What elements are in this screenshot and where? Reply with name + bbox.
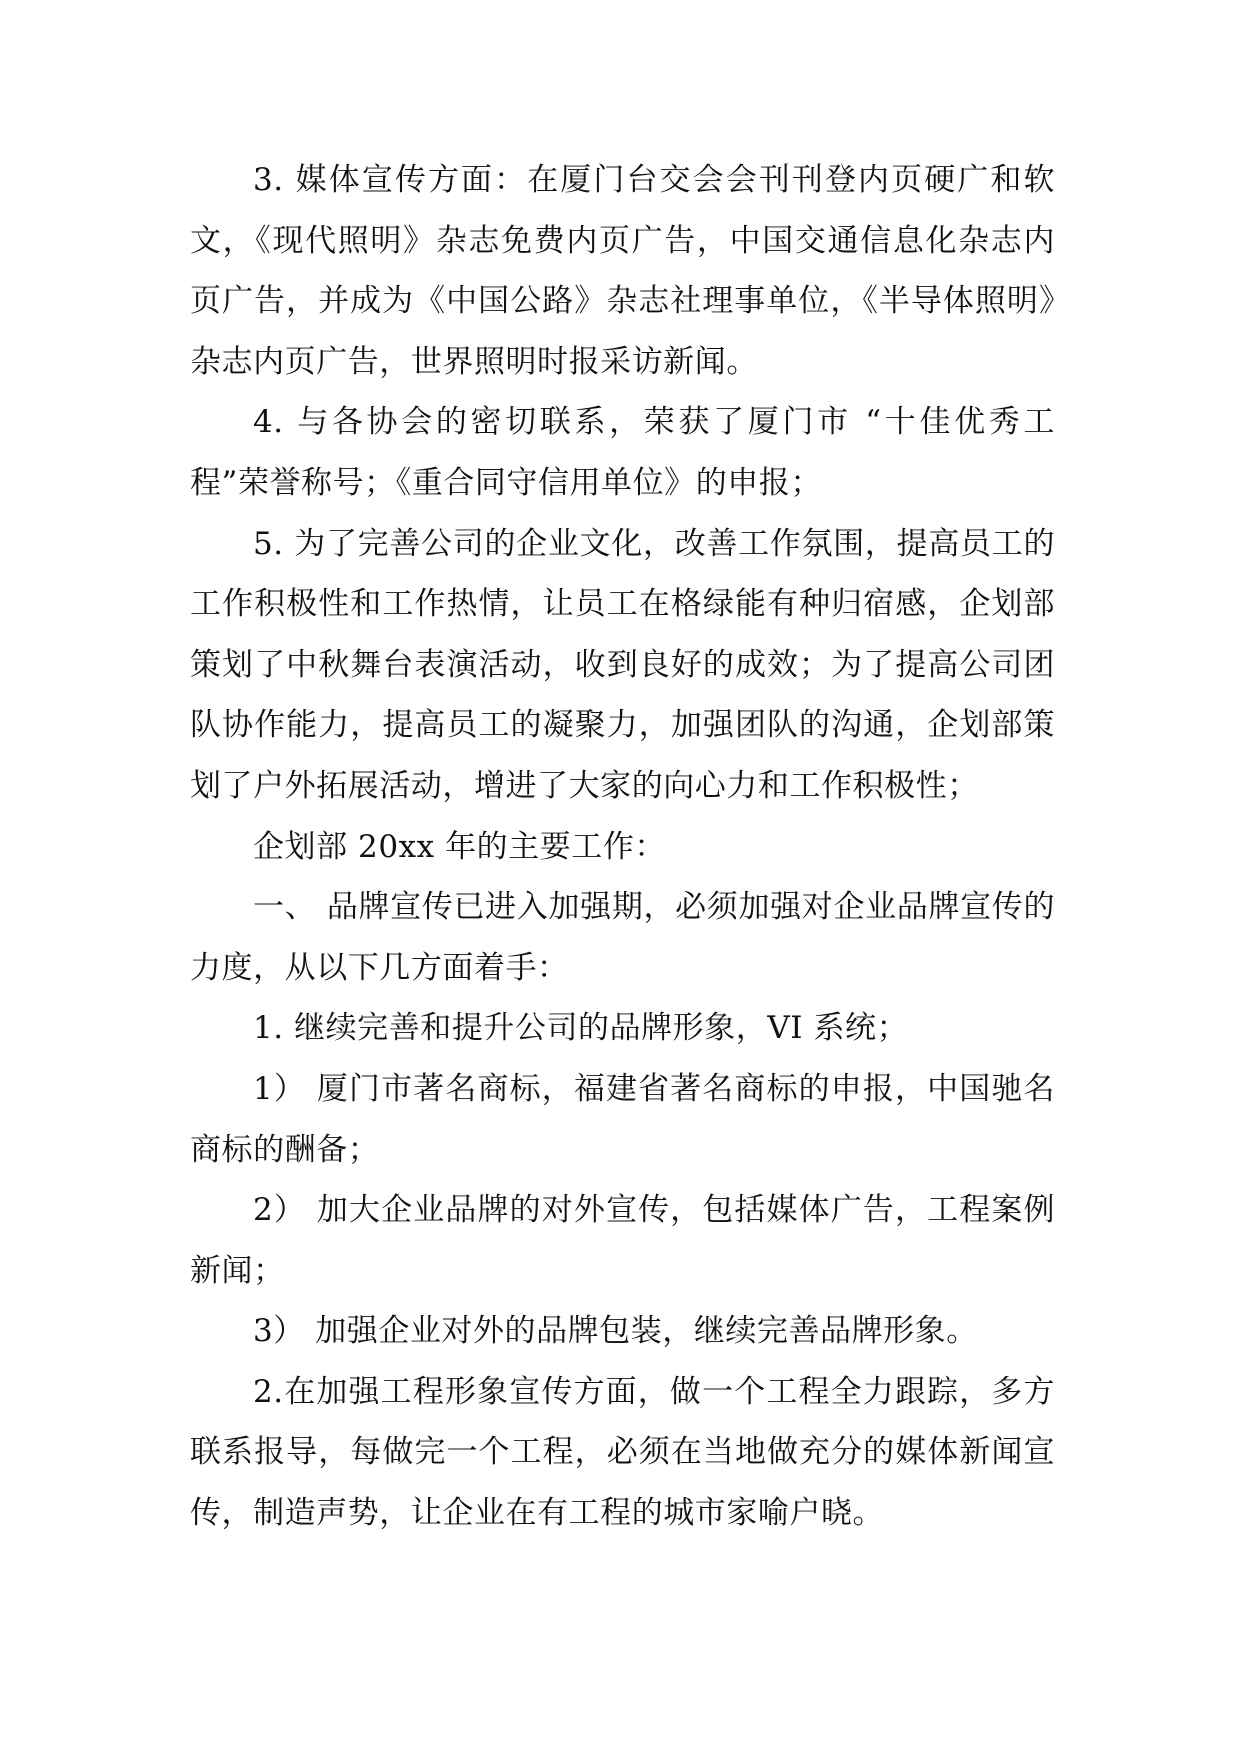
list-item-trademark: 1） 厦门市著名商标，福建省著名商标的申报，中国驰名商标的酬备； bbox=[190, 1070, 1055, 1168]
paragraph-association-honors: 4. 与各协会的密切联系，荣获了厦门市 “十佳优秀工程”荣誉称号；《重合同守信用单位》的申报； bbox=[190, 404, 1055, 501]
paragraph-corporate-culture: 5. 为了完善公司的企业文化，改善工作氛围，提高员工的工作积极性和工作热情，让员工在格绿能有种归宿感，企划部策划了中秋舞台表演活动，收到良好的成效；为了提高公司团队协作能力，提高员工的凝聚力，加强团队的沟通，企划部策划了户外拓展活动，增进了大家的向心力和工作积极性； bbox=[190, 525, 1055, 804]
list-item-brand-packaging: 3） 加强企业对外的品牌包装，继续完善品牌形象。 bbox=[253, 1313, 978, 1350]
list-item-brand-image: 1. 继续完善和提升公司的品牌形象，VI 系统； bbox=[253, 1010, 909, 1047]
paragraph-brand-publicity: 一、 品牌宣传已进入加强期，必须加强对企业品牌宣传的力度，从以下几方面着手： bbox=[190, 889, 1055, 986]
document-body bbox=[190, 150, 1055, 1544]
section-heading-main-work: 企划部 20xx 年的主要工作： bbox=[253, 828, 666, 865]
list-item-external-promotion: 2） 加大企业品牌的对外宣传，包括媒体广告，工程案例新闻； bbox=[190, 1192, 1055, 1289]
paragraph-media-publicity: 3. 媒体宣传方面：在厦门台交会会刊刊登内页硬广和软文，《现代照明》杂志免费内页广告，中国交通信息化杂志内页广告，并成为《中国公路》杂志社理事单位，《半导体照明》杂志内页广告，世界照明时报采访新闻。 bbox=[190, 162, 1055, 380]
paragraph-project-publicity: 2.在加强工程形象宣传方面，做一个工程全力跟踪，多方联系报导，每做完一个工程，必须在当地做充分的媒体新闻宣传，制造声势，让企业在有工程的城市家喻户晓。 bbox=[190, 1373, 1055, 1532]
